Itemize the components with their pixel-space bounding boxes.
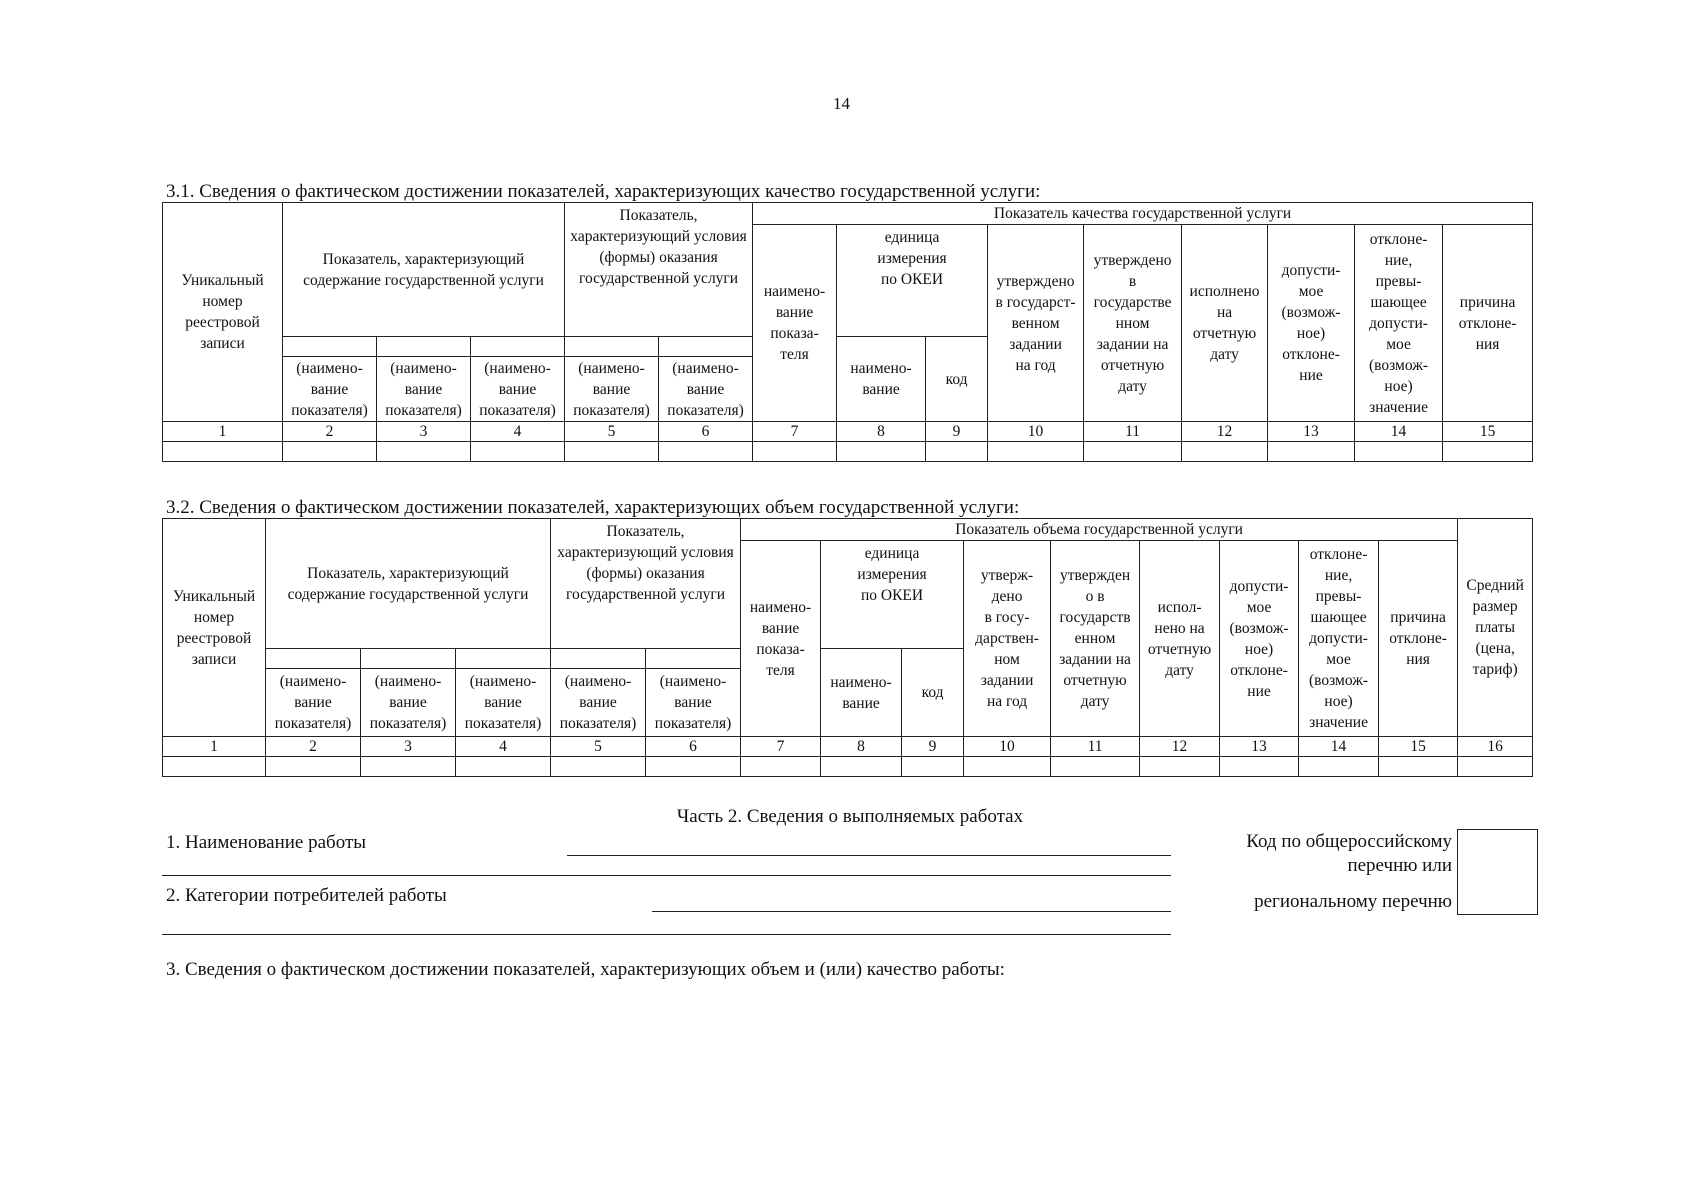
header-sub-blank (266, 649, 361, 669)
consumers-label: 2. Категории потребителей работы (166, 885, 447, 906)
column-number: 6 (659, 422, 753, 442)
header-sub-blank (659, 337, 753, 357)
column-number: 1 (163, 422, 283, 442)
header-exceeding-deviation: отклоне- ние, превы- шающее допусти- мое (возмож- ное) значение (1299, 541, 1379, 737)
header-deviation-reason: причина отклоне- ния (1379, 541, 1458, 737)
table-cell[interactable] (551, 757, 646, 777)
table-cell[interactable] (163, 442, 283, 462)
table-cell[interactable] (1220, 757, 1299, 777)
header-sub-indicator: (наимено- вание показателя) (456, 669, 551, 737)
table-cell[interactable] (283, 442, 377, 462)
column-number: 12 (1182, 422, 1268, 442)
column-number: 9 (902, 737, 964, 757)
table-cell[interactable] (1051, 757, 1140, 777)
section-3-2-title: 3.2. Сведения о фактическом достижении показателей, характеризующих объем государственной услуги: (166, 497, 1020, 518)
work-name-label: 1. Наименование работы (166, 832, 367, 853)
column-number: 11 (1051, 737, 1140, 757)
registry-code-label-line: региональному перечню (1254, 891, 1452, 912)
header-exceeding-deviation: отклоне- ние, превы- шающее допусти- мое (возмож- ное) значение (1355, 225, 1443, 422)
header-conditions-indicator: Показатель, характеризующий условия (формы) оказания государственной услуги (565, 203, 753, 337)
table-cell[interactable] (361, 757, 456, 777)
header-approved-year: утверждено в государст- венном задании на год (988, 225, 1084, 422)
header-indicator-name: наимено- вание показа- теля (753, 225, 837, 422)
column-number: 2 (283, 422, 377, 442)
header-allowed-deviation: допусти- мое (возмож- ное) отклоне- ние (1220, 541, 1299, 737)
table-cell[interactable] (1268, 442, 1355, 462)
column-number: 2 (266, 737, 361, 757)
table-cell[interactable] (659, 442, 753, 462)
header-executed: исполнено на отчетную дату (1182, 225, 1268, 422)
header-sub-blank (646, 649, 741, 669)
header-unit-name: наимено- вание (821, 649, 902, 737)
header-allowed-deviation: допусти- мое (возмож- ное) отклоне- ние (1268, 225, 1355, 422)
table-cell[interactable] (902, 757, 964, 777)
header-sub-blank (565, 337, 659, 357)
table-cell[interactable] (1355, 442, 1443, 462)
header-sub-indicator: (наимено- вание показателя) (266, 669, 361, 737)
column-number: 6 (646, 737, 741, 757)
header-unique-record: Уникальный номер реестровой записи (163, 203, 283, 422)
header-conditions-indicator: Показатель, характеризующий условия (формы) оказания государственной услуги (551, 519, 741, 649)
table-cell[interactable] (456, 757, 551, 777)
column-number: 10 (988, 422, 1084, 442)
table-cell[interactable] (646, 757, 741, 777)
column-number: 7 (753, 422, 837, 442)
header-volume-group: Показатель объема государственной услуги (741, 519, 1458, 541)
table-row (163, 757, 1533, 777)
registry-code-label (1190, 830, 1452, 914)
table-cell[interactable] (1084, 442, 1182, 462)
header-unit-code: код (902, 649, 964, 737)
header-sub-indicator: (наимено- вание показателя) (471, 357, 565, 422)
header-sub-indicator: (наимено- вание показателя) (377, 357, 471, 422)
column-numbers-row (163, 422, 1533, 442)
volume-indicators-table (162, 518, 1533, 777)
header-approved-date: утвержден о в государств енном задании на отчетную дату (1051, 541, 1140, 737)
table-cell[interactable] (471, 442, 565, 462)
column-number: 9 (926, 422, 988, 442)
table-cell[interactable] (1299, 757, 1379, 777)
table-cell[interactable] (1379, 757, 1458, 777)
header-sub-blank (551, 649, 646, 669)
header-unique-record: Уникальный номер реестровой записи (163, 519, 266, 737)
table-cell[interactable] (266, 757, 361, 777)
header-sub-blank (377, 337, 471, 357)
column-number: 15 (1379, 737, 1458, 757)
header-sub-blank (471, 337, 565, 357)
table-cell[interactable] (565, 442, 659, 462)
table-cell[interactable] (1140, 757, 1220, 777)
header-indicator-name: наимено- вание показа- теля (741, 541, 821, 737)
column-number: 1 (163, 737, 266, 757)
header-okei-unit: единица измерения по ОКЕИ (821, 541, 964, 649)
column-number: 8 (837, 422, 926, 442)
header-sub-indicator: (наимено- вание показателя) (565, 357, 659, 422)
table-row (163, 442, 1533, 462)
column-number: 5 (565, 422, 659, 442)
column-number: 5 (551, 737, 646, 757)
column-number: 13 (1268, 422, 1355, 442)
table-cell[interactable] (988, 442, 1084, 462)
column-number: 10 (964, 737, 1051, 757)
table-cell[interactable] (377, 442, 471, 462)
table-cell[interactable] (1458, 757, 1533, 777)
column-number: 12 (1140, 737, 1220, 757)
quality-indicators-table (162, 202, 1533, 462)
work-name-line-1[interactable] (567, 855, 1171, 856)
header-sub-indicator: (наимено- вание показателя) (551, 669, 646, 737)
table-cell[interactable] (837, 442, 926, 462)
header-content-indicator: Показатель, характеризующий содержание государственной услуги (266, 519, 551, 649)
consumers-line-2[interactable] (162, 934, 1171, 935)
column-number: 15 (1443, 422, 1533, 442)
header-unit-name: наимено- вание (837, 337, 926, 422)
column-number: 11 (1084, 422, 1182, 442)
header-deviation-reason: причина отклоне- ния (1443, 225, 1533, 422)
header-approved-year: утверж- дено в госу- дарствен- ном задании на год (964, 541, 1051, 737)
column-number: 3 (377, 422, 471, 442)
consumers-line-1[interactable] (652, 911, 1171, 912)
column-number: 8 (821, 737, 902, 757)
column-number: 4 (471, 422, 565, 442)
header-sub-blank (456, 649, 551, 669)
column-numbers-row (163, 737, 1533, 757)
registry-code-label-line: перечню или (1347, 855, 1452, 876)
part-2-title: Часть 2. Сведения о выполняемых работах (676, 806, 1024, 827)
header-sub-indicator: (наимено- вание показателя) (361, 669, 456, 737)
table-cell[interactable] (1182, 442, 1268, 462)
header-sub-blank (361, 649, 456, 669)
header-unit-code: код (926, 337, 988, 422)
header-sub-indicator: (наимено- вание показателя) (283, 357, 377, 422)
header-content-indicator: Показатель, характеризующий содержание государственной услуги (283, 203, 565, 337)
header-executed: испол- нено на отчетную дату (1140, 541, 1220, 737)
column-number: 14 (1355, 422, 1443, 442)
column-number: 4 (456, 737, 551, 757)
header-sub-indicator: (наимено- вание показателя) (659, 357, 753, 422)
registry-code-box[interactable] (1457, 829, 1538, 915)
table-cell[interactable] (821, 757, 902, 777)
header-sub-indicator: (наимено- вание показателя) (646, 669, 741, 737)
section-3-1-title: 3.1. Сведения о фактическом достижении показателей, характеризующих качество государственной услуги: (166, 181, 1041, 202)
table-cell[interactable] (741, 757, 821, 777)
registry-code-label-line: Код по общероссийскому (1246, 831, 1452, 852)
table-cell[interactable] (926, 442, 988, 462)
header-approved-date: утверждено в государстве нном задании на отчетную дату (1084, 225, 1182, 422)
work-name-line-2[interactable] (162, 875, 1171, 876)
header-okei-unit: единица измерения по ОКЕИ (837, 225, 988, 337)
header-average-fee: Средний размер платы (цена, тариф) (1458, 519, 1533, 737)
header-quality-group: Показатель качества государственной услуги (753, 203, 1533, 225)
table-cell[interactable] (753, 442, 837, 462)
column-number: 13 (1220, 737, 1299, 757)
column-number: 16 (1458, 737, 1533, 757)
table-cell[interactable] (1443, 442, 1533, 462)
table-cell[interactable] (964, 757, 1051, 777)
page-number: 14 (833, 94, 850, 113)
column-number: 14 (1299, 737, 1379, 757)
column-number: 3 (361, 737, 456, 757)
header-sub-blank (283, 337, 377, 357)
column-number: 7 (741, 737, 821, 757)
table-cell[interactable] (163, 757, 266, 777)
section-3-work-title: 3. Сведения о фактическом достижении показателей, характеризующих объем и (или) качество работы: (166, 959, 1005, 980)
